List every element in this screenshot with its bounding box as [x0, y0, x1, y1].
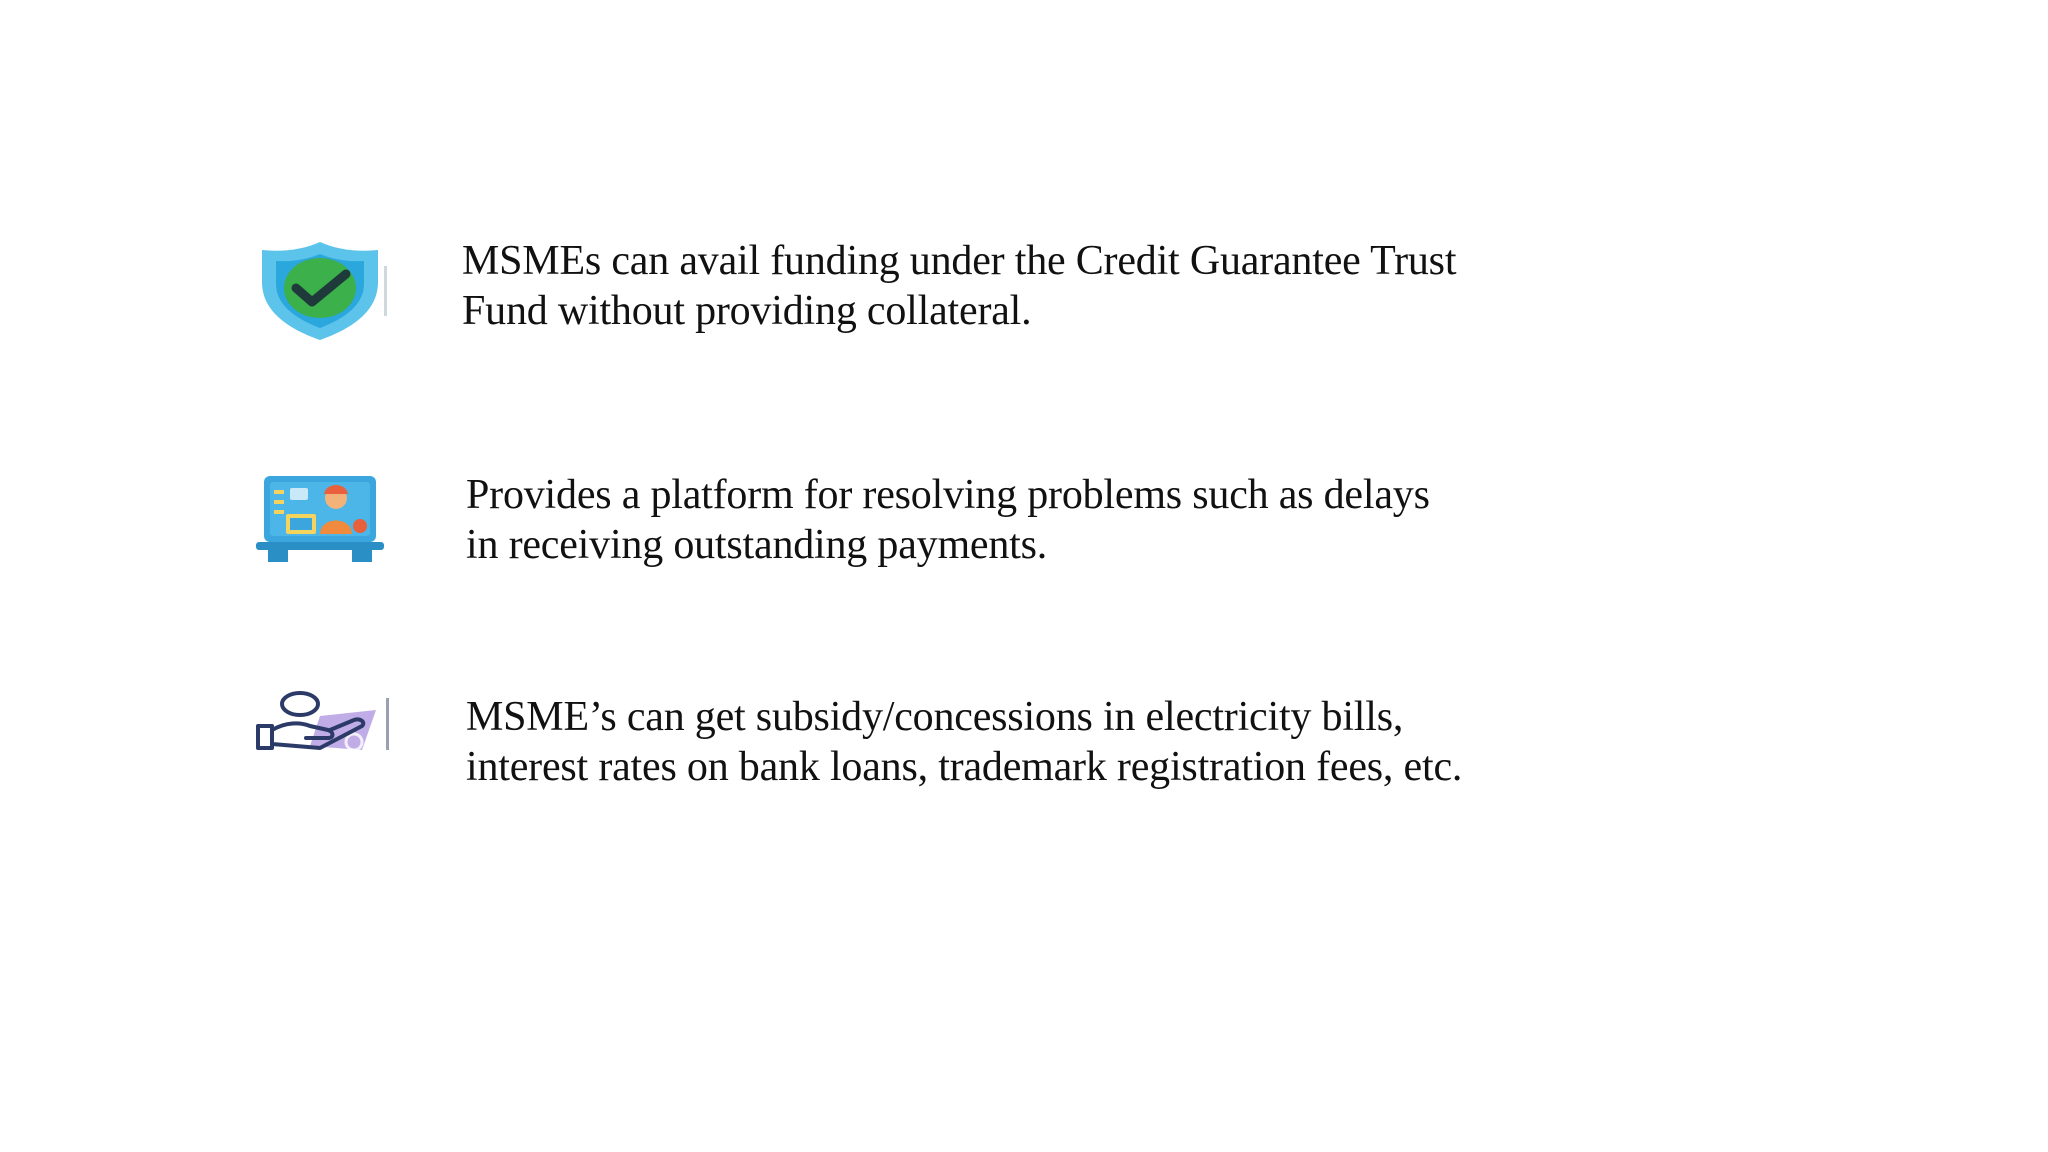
benefit-line-2: in receiving outstanding payments.: [466, 522, 1048, 568]
hand-coin-icon: [250, 690, 390, 800]
benefit-text: [462, 236, 1562, 336]
benefit-line-1: MSMEs can avail funding under the Credit Guarantee Trust: [462, 238, 1457, 284]
benefit-line-2: Fund without providing collateral.: [462, 288, 1032, 334]
benefit-line-1: MSME’s can get subsidy/concessions in electricity bills,: [466, 694, 1404, 740]
online-support-icon: [250, 470, 390, 580]
benefit-text: [466, 692, 1566, 792]
shield-check-icon: [250, 236, 390, 346]
benefit-line-1: Provides a platform for resolving problems such as delays: [466, 472, 1430, 518]
benefit-text: [466, 470, 1566, 570]
benefit-line-2: interest rates on bank loans, trademark registration fees, etc.: [466, 744, 1463, 790]
